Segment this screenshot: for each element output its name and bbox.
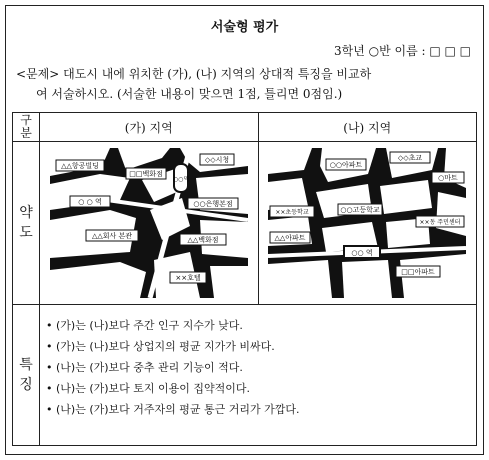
problem-line-2: 여 서술하시오. (서술한 내용이 맞으면 1점, 틀리면 0점임.) — [36, 87, 343, 101]
list-item: • (가)는 (나)보다 상업지의 평균 지가가 비싸다. — [46, 340, 275, 353]
map-a-company-label: △△회사 본관 — [91, 232, 132, 240]
problem-statement — [16, 64, 476, 104]
column-header-b: (나) 지역 — [258, 113, 477, 142]
map-a-airline-label: △△항공빌딩 — [60, 162, 99, 170]
map-b-station-label: ○○ 역 — [351, 249, 373, 257]
map-a-dept1-label: □□백화점 — [128, 170, 163, 178]
worksheet — [5, 5, 484, 455]
map-b-apt3-label: □□아파트 — [401, 268, 436, 276]
map-a-cityhall-label: ◇◇시청 — [204, 156, 229, 164]
feature-list — [46, 315, 476, 420]
header-row — [13, 113, 477, 142]
list-item: • (나)는 (가)보다 중추 관리 기능이 적다. — [46, 361, 243, 374]
map-row — [13, 142, 477, 305]
map-b — [268, 148, 466, 298]
map-b-school1-label: ◇◇초교 — [398, 154, 423, 162]
map-b-middle-label: ××초등학교 — [275, 209, 309, 216]
map-a-bank-label: ○○은행본점 — [193, 200, 233, 208]
problem-line-1: <문제> 대도시 내에 위치한 (가), (나) 지역의 상대적 특징을 비교하 — [16, 67, 372, 81]
column-header-a: (가) 지역 — [40, 113, 259, 142]
map-b-cell — [258, 142, 477, 305]
map-a-vert-station-label: ○○역 — [172, 176, 189, 183]
map-a-station-label: ○ ○ 역 — [78, 198, 102, 206]
header-label-cell: 구 분 — [13, 113, 40, 142]
list-item: • (나)는 (가)보다 토지 이용이 집약적이다. — [46, 382, 251, 395]
map-b-apt1-label: ○○아파트 — [329, 161, 363, 169]
map-b-apt2-label: △△아파트 — [274, 234, 306, 242]
feature-list-cell — [40, 305, 477, 446]
map-a-dept2-label: △△백화점 — [187, 236, 219, 244]
comparison-table — [12, 112, 477, 446]
map-a-cell — [40, 142, 259, 305]
student-info-line: 3학년 ○반 이름 : □ □ □ — [333, 44, 471, 58]
map-a — [50, 148, 248, 298]
map-b-mart-label: ○마트 — [438, 174, 459, 182]
map-b-center-label: ××동 주민센터 — [419, 219, 461, 226]
map-a-hotel-label: ××호텔 — [175, 274, 201, 282]
feature-row-label: 특 징 — [13, 305, 40, 446]
worksheet-title: 서술형 평가 — [210, 20, 279, 35]
feature-row — [13, 305, 477, 446]
map-row-label: 약 도 — [13, 142, 40, 305]
list-item: • (가)는 (나)보다 주간 인구 지수가 낮다. — [46, 319, 243, 332]
map-b-high-label: ○○고등학교 — [340, 206, 380, 214]
list-item: • (나)는 (가)보다 거주자의 평균 통근 거리가 가깝다. — [46, 403, 300, 416]
